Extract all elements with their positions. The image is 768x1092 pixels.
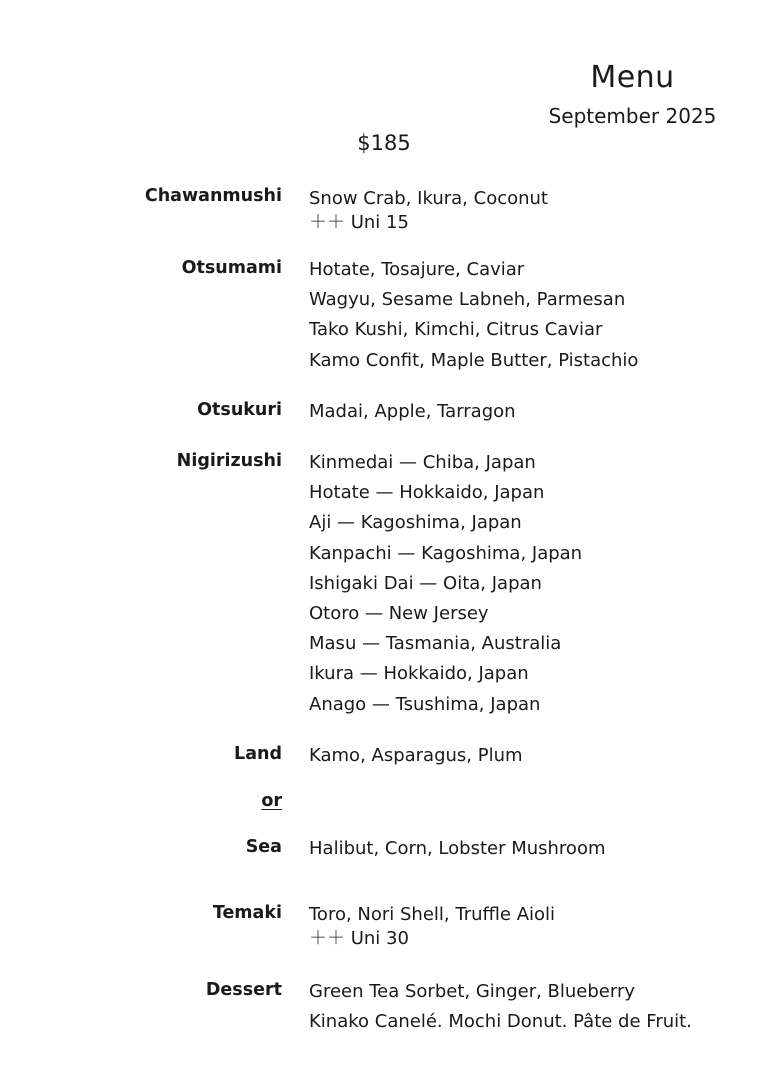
course-items-otsumami	[309, 255, 749, 376]
course-items-temaki	[309, 903, 749, 951]
menu-item: Aji — Kagoshima, Japan	[309, 512, 522, 534]
menu-item: Halibut, Corn, Lobster Mushroom	[309, 838, 606, 859]
course-label-chawanmushi: Chawanmushi	[144, 186, 282, 206]
course-items-nigirizushi	[309, 448, 749, 720]
course-items-chawanmushi	[309, 187, 749, 235]
menu-item-addon: ＋＋ Uni 15	[309, 212, 409, 233]
menu-item: Hotate, Tosajure, Caviar	[309, 259, 525, 280]
course-label-temaki: Temaki	[212, 903, 282, 923]
page-title: Menu	[590, 60, 675, 95]
menu-item: Toro, Nori Shell, Truffle Aioli	[309, 904, 556, 925]
menu-date: September 2025	[548, 104, 717, 128]
menu-item: Kinmedai — Chiba, Japan	[309, 452, 536, 473]
menu-item: Kamo, Asparagus, Plum	[309, 745, 523, 766]
menu-price: $185	[357, 131, 411, 155]
menu-item: Kanpachi — Kagoshima, Japan	[309, 542, 583, 564]
menu-item: Anago — Tsushima, Japan	[309, 693, 541, 715]
course-items-land	[309, 741, 749, 771]
course-label-otsukuri: Otsukuri	[197, 400, 282, 420]
course-label-dessert: Dessert	[205, 980, 282, 1000]
menu-item: Ikura — Hokkaido, Japan	[309, 663, 529, 685]
course-items-otsukuri	[309, 397, 749, 427]
course-label-otsumami: Otsumami	[181, 258, 282, 278]
course-label-sea: Sea	[245, 837, 282, 857]
menu-item: Kamo Confit, Maple Butter, Pistachio	[309, 349, 639, 371]
menu-item: Ishigaki Dai — Oita, Japan	[309, 572, 542, 594]
menu-item: Otoro — New Jersey	[309, 602, 489, 624]
menu-item: Hotate — Hokkaido, Japan	[309, 482, 545, 504]
course-items-dessert	[309, 977, 749, 1037]
course-label-or: or	[261, 791, 282, 811]
menu-item: Green Tea Sorbet, Ginger, Blueberry	[309, 981, 636, 1002]
menu-item: Madai, Apple, Tarragon	[309, 401, 516, 422]
menu-item: Masu — Tasmania, Australia	[309, 633, 562, 655]
menu-item: Kinako Canelé. Mochi Donut. Pâte de Fruit.	[309, 1011, 692, 1033]
menu-item-addon: ＋＋ Uni 30	[309, 928, 409, 949]
course-label-land: Land	[234, 744, 282, 764]
menu-item: Snow Crab, Ikura, Coconut	[309, 188, 548, 209]
course-items-sea	[309, 834, 749, 864]
menu-item: Wagyu, Sesame Labneh, Parmesan	[309, 289, 626, 311]
course-label-nigirizushi: Nigirizushi	[176, 451, 282, 471]
menu-item: Tako Kushi, Kimchi, Citrus Caviar	[309, 319, 603, 341]
